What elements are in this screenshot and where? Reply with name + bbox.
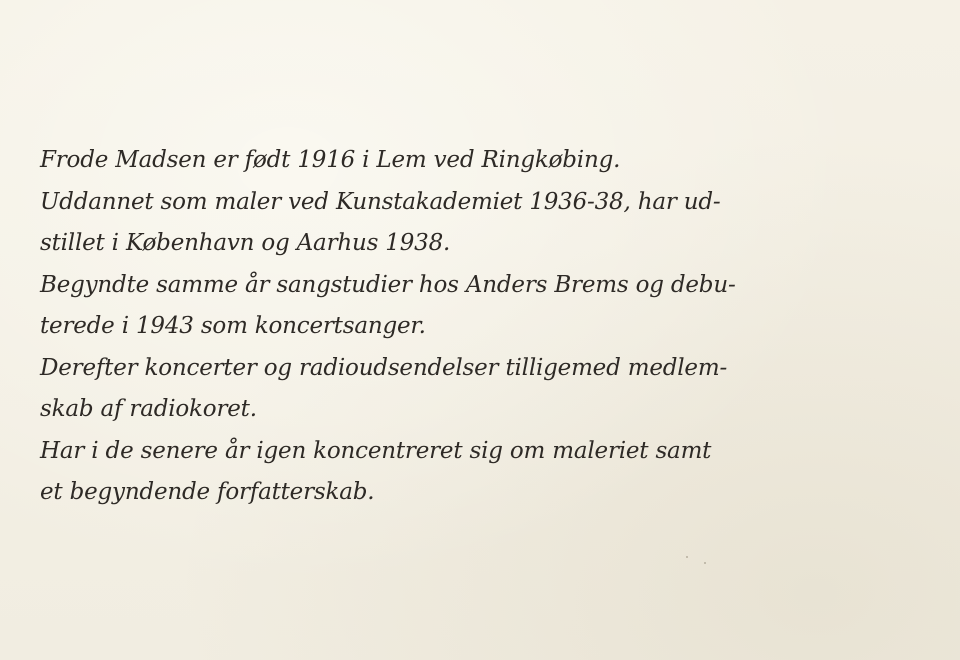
text-line: et begyndende forfatterskab. [40, 479, 375, 505]
text-line: stillet i København og Aarhus 1938. [40, 230, 451, 256]
paper-speck [704, 562, 706, 564]
paper-speck [686, 556, 688, 558]
text-line: Uddannet som maler ved Kunstakademiet 1936-38, har ud- [40, 188, 721, 215]
text-line: Frode Madsen er født 1916 i Lem ved Ringkøbing. [40, 147, 621, 173]
text-line: Har i de senere år igen koncentreret sig om maleriet samt [40, 437, 712, 464]
text-line: Begyndte samme år sangstudier hos Anders Brems og debu- [40, 271, 736, 298]
biography-text [40, 140, 900, 514]
text-line: Derefter koncerter og radioudsendelser tilligemed medlem- [40, 354, 728, 381]
text-line: skab af radiokoret. [40, 396, 257, 422]
text-line: terede i 1943 som koncertsanger. [40, 313, 426, 339]
